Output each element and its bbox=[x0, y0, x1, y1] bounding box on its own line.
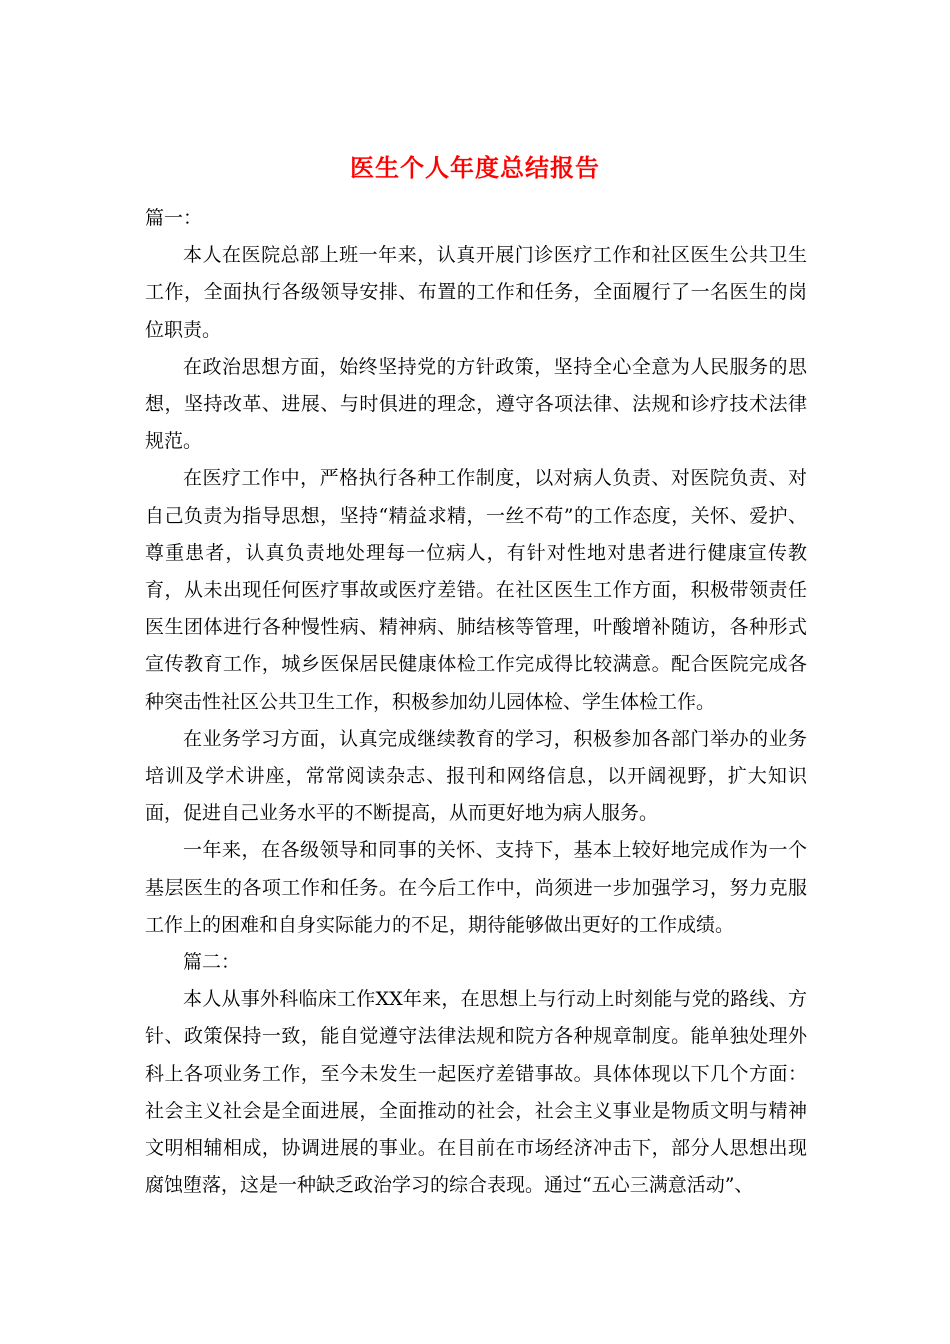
paragraph: 本人从事外科临床工作XX年来，在思想上与行动上时刻能与党的路线、方针、政策保持一致，能自觉遵守法律法规和院方各种规章制度。能单独处理外科上各项业务工作，至今未发生一起医疗差错事故。具体体现以下几个方面：社会主义社会是全面进展，全面推动的社会，社会主义事业是物质文明与精神文明相辅相成，协调进展的事业。在目前在市场经济冲击下，部分人思想出现腐蚀堕落，这是一种缺乏政治学习的综合表现。通过“五心三满意活动”、 bbox=[145, 988, 807, 1197]
document-body bbox=[145, 200, 807, 1204]
paragraph: 一年来，在各级领导和同事的关怀、支持下，基本上较好地完成作为一个基层医生的各项工作和任务。在今后工作中，尚须进一步加强学习，努力克服工作上的困难和自身实际能力的不足，期待能够做出更好的工作成绩。 bbox=[145, 839, 807, 936]
paragraph: 在政治思想方面，始终坚持党的方针政策，坚持全心全意为人民服务的思想，坚持改革、进展、与时俱进的理念，遵守各项法律、法规和诊疗技术法律规范。 bbox=[145, 355, 807, 453]
section-label: 篇一： bbox=[145, 207, 203, 229]
document-title: 医生个人年度总结报告 bbox=[350, 153, 600, 182]
paragraph: 本人在医院总部上班一年来，认真开展门诊医疗工作和社区医生公共卫生工作，全面执行各级领导安排、布置的工作和任务，全面履行了一名医生的岗位职责。 bbox=[145, 244, 807, 341]
section-label: 篇二： bbox=[183, 951, 241, 974]
paragraph: 在医疗工作中，严格执行各种工作制度，以对病人负责、对医院负责、对自己负责为指导思想，坚持“精益求精，一丝不苟”的工作态度，关怀、爱护、尊重患者，认真负责地处理每一位病人，有针对性地对患者进行健康宣传教育，从未出现任何医疗事故或医疗差错。在社区医生工作方面，积极带领责任医生团体进行各种慢性病、精神病、肺结核等管理，叶酸增补随访，各种形式宣传教育工作，城乡医保居民健康体检工作完成得比较满意。配合医院完成各种突击性社区公共卫生工作，积极参加幼儿园体检、学生体检工作。 bbox=[145, 467, 807, 713]
paragraph: 在业务学习方面，认真完成继续教育的学习，积极参加各部门举办的业务培训及学术讲座，常常阅读杂志、报刊和网络信息，以开阔视野，扩大知识面，促进自己业务水平的不断提高，从而更好地为病人服务。 bbox=[145, 727, 807, 825]
